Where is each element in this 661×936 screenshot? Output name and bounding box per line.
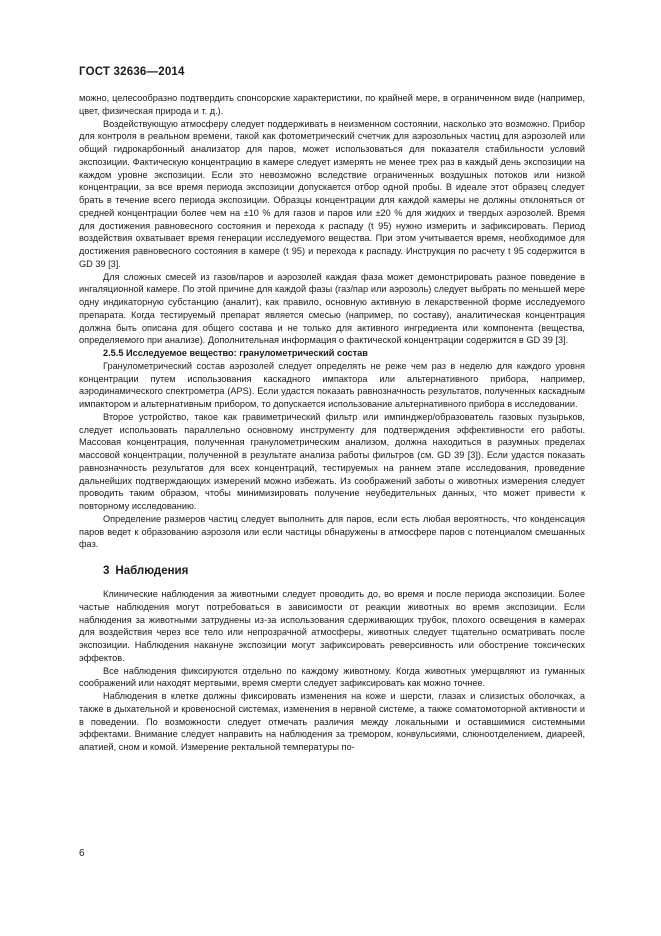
- paragraph: Клинические наблюдения за животными следует проводить до, во время и после периода экспозиции. Более частые наблюдения могут потребоваться в зависимости от реакции животных во время экспозиции. Если наблюдения за животными затруднены из-за использования сдерживающих трубок, плохого освещения в камерах для воздействия через все тело или непрозрачной атмосферы, животных следует тщательно осматривать после экспозиции. Наблюдения накануне экспозиции могут зафиксировать реверсивность или обострение токсических эффектов.: [79, 589, 585, 663]
- paragraph: Все наблюдения фиксируются отдельно по каждому животному. Когда животных умерщвляют из гуманных соображений или находят мертвыми, время смерти следует зафиксировать как можно точнее.: [79, 665, 585, 689]
- paragraph: Для сложных смесей из газов/паров и аэрозолей каждая фаза может демонстрировать разное поведение в ингаляционной камере. По этой причине для каждой фазы (газ/пар или аэрозоль) следует выбрать по меньшей мере одну индикаторную субстанцию (аналит), как правило, основную активную в лекарственной форме исследуемого препарата. Когда тестируемый препарат является смесью (например, по составу), аналитическая концентрация должна быть описана для общего состава и не только для активного ингредиента или компонента (вещества, определяемого при анализе). Дополнительная информация о фактической концентрации содержится в GD 39 [3].: [79, 271, 585, 346]
- paragraph: Гранулометрический состав аэрозолей следует определять не реже чем раз в неделю для каждого уровня концентрации путем использования каскадного импактора или альтернативного прибора, например, аэродинамического спектрометра (APS). Если удастся показать равнозначность результатов, полученных каскадным импактором и альтернативным прибором, то допускается использование альтернативного прибора в исследовании.: [79, 360, 585, 409]
- paragraph-group-observations: [79, 588, 585, 754]
- subsection-heading: 2.5.5 Исследуемое вещество: гранулометрический состав: [103, 348, 368, 358]
- paragraph: Второе устройство, такое как гравиметрический фильтр или импинджер/образователь газовых пузырьков, следует использовать параллельно основному инструменту для подтверждения эффективности его работы. Массовая концентрация, полученная гранулометрическим анализом, должна находиться в разумных пределах массовой концентрации, полученной в результате анализа работы фильтров (см. GD 39 [3]). Если удастся показать равнозначность результатов для всех концентраций, тестируемых на раннем этапе исследования, проведение дальнейших подтверждающих измерений можно избежать. Из соображений заботы о животных измерения следует проводить таким образом, чтобы минимизировать получение неубедительных данных, что может привести к повторному исследованию.: [79, 411, 585, 511]
- paragraph: можно, целесообразно подтвердить спонсорские характеристики, по крайней мере, в ограниченном виде (например, цвет, физическая природа и т. д.).: [79, 93, 585, 116]
- section-heading: [79, 564, 585, 578]
- paragraph-group-particle-size: [79, 360, 585, 551]
- page-number: 6: [79, 848, 85, 859]
- paragraph: Воздействующую атмосферу следует поддерживать в неизменном состоянии, насколько это возможно. Прибор для контроля в реальном времени, такой как фотометрический счетчик для аэрозольных частиц для аэрозолей или общий гидрокарбонный анализатор для паров, может использоваться для показателя стабильности условий экспозиции. Фактическую концентрацию в камере следует измерять не менее трех раз в каждый день экспозиции на каждом уровне экспозиции. Если это невозможно вследствие ограниченных воздушных потоков или низкой концентрации, за все время периода экспозиции допускается отбор одной пробы. В идеале этот образец следует брать в течение всего периода экспозиции. Образцы концентрации для каждой камеры не должны отклоняться от средней концентрации более чем на ±10 % для газов и паров или ±20 % для жидких и твердых аэрозолей. Время для достижения равновесного состояния и перехода к распаду (t 95) нужно измерить и зафиксировать. Период воздействия охватывает время генерации исследуемого вещества. При этом учитывается время, необходимое для достижения равновесного состояния в камере (t 95) и перехода к распаду. Инструкция по расчету t 95 содержится в GD 39 [3].: [79, 118, 585, 269]
- section-title: Наблюдения: [115, 565, 189, 577]
- paragraph: Определение размеров частиц следует выполнить для паров, если есть любая вероятность, что конденсация паров ведет к образованию аэрозоля или если частицы обнаружены в атмосфере паров с потенциалом смешанных фаз.: [79, 513, 585, 550]
- paragraph-group-concentration: [79, 92, 585, 347]
- document-header: ГОСТ 32636—2014: [79, 66, 185, 78]
- document-body: [79, 92, 585, 754]
- paragraph: Наблюдения в клетке должны фиксировать изменения на коже и шерсти, глазах и слизистых оболочках, а также в дыхательной и кровеносной системах, изменения в нервной системе, а также соматомоторной активности и в поведении. По возможности следует отмечать различия между локальными и оставшимися системными эффектами. Внимание следует направить на наблюдения за тремором, конвульсиями, слюноотделением, диареей, апатией, сном и комой. Измерение ректальной температуры по-: [79, 691, 585, 752]
- section-number: 3: [103, 565, 110, 577]
